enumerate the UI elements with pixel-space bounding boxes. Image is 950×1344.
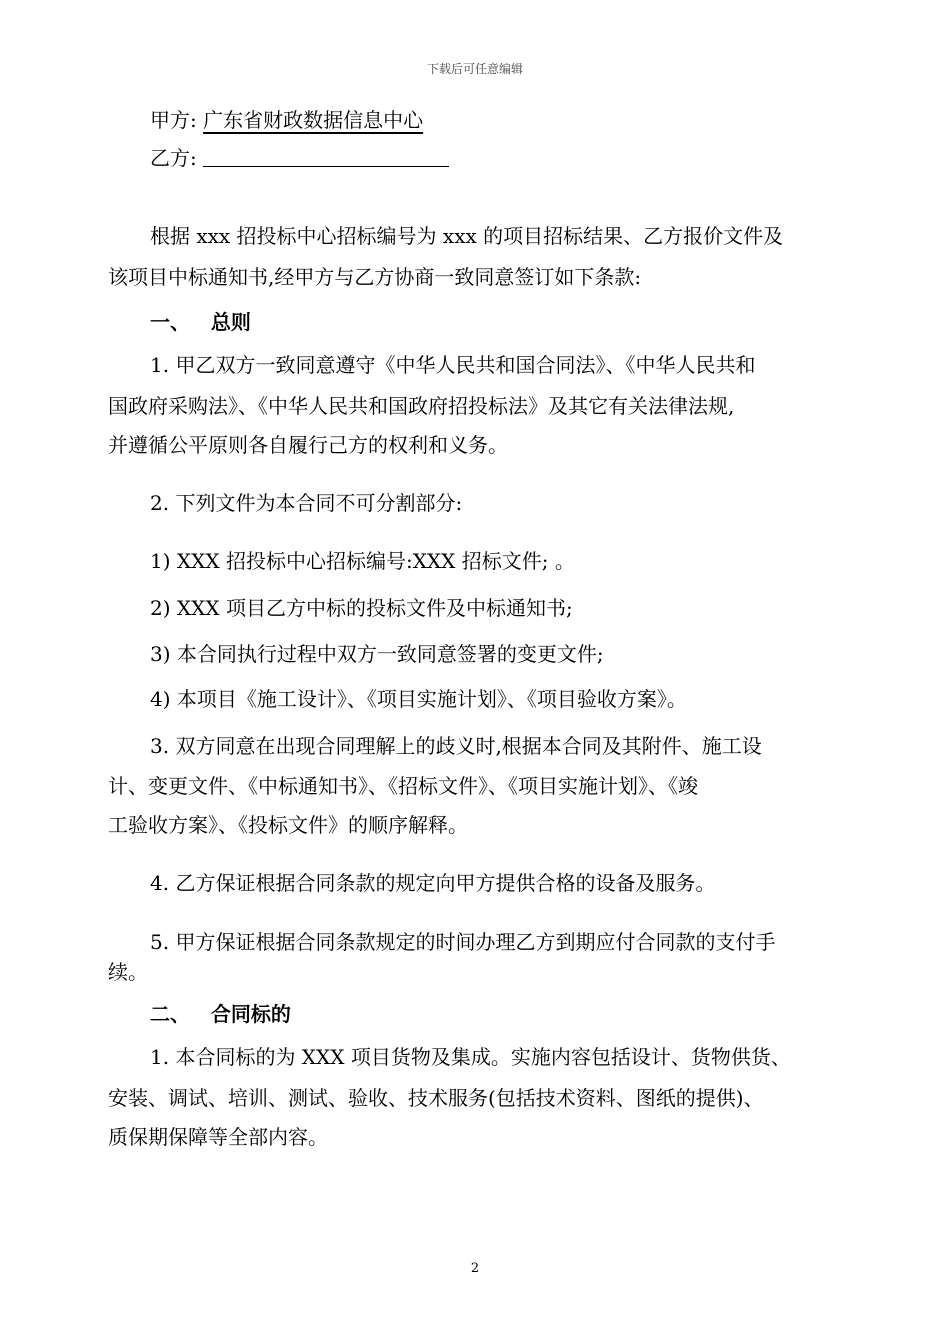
section-2-heading bbox=[150, 1002, 850, 1026]
intro-line-1: 根据 xxx 招投标中心招标编号为 xxx 的项目招标结果、乙方报价文件及 bbox=[150, 224, 784, 248]
clause-4: 4. 乙方保证根据合同条款的规定向甲方提供合格的设备及服务。 bbox=[150, 871, 716, 895]
subject-line-2: 安装、调试、培训、测试、验收、技术服务(包括技术资料、图纸的提供)、 bbox=[108, 1086, 764, 1110]
list-item: 4) 本项目《施工设计》、《项目实施计划》、《项目验收方案》。 bbox=[150, 687, 687, 711]
clause-3-line-1: 3. 双方同意在出现合同理解上的歧义时,根据本合同及其附件、施工设 bbox=[150, 734, 762, 758]
party-a-label: 甲方: bbox=[150, 108, 197, 132]
section-1-title: 总则 bbox=[210, 310, 251, 334]
party-a-line bbox=[150, 108, 850, 132]
section-2-number: 二、 bbox=[150, 1002, 190, 1026]
clause-1-line-1: 1. 甲乙双方一致同意遵守《中华人民共和国合同法》、《中华人民共和 bbox=[150, 353, 756, 377]
list-item: 1) XXX 招投标中心招标编号:XXX 招标文件; 。 bbox=[150, 549, 575, 573]
list-item: 2) XXX 项目乙方中标的投标文件及中标通知书; bbox=[150, 596, 573, 620]
list-item: 3) 本合同执行过程中双方一致同意签署的变更文件; bbox=[150, 642, 604, 666]
section-1-heading bbox=[150, 310, 850, 334]
section-1-number: 一、 bbox=[150, 310, 190, 334]
party-b-label: 乙方: bbox=[150, 146, 197, 170]
party-b-line bbox=[150, 146, 850, 170]
page-header: 下载后可任意编辑 bbox=[426, 62, 523, 76]
clause-1-line-2: 国政府采购法》、《中华人民共和国政府招投标法》及其它有关法律法规, bbox=[108, 394, 735, 418]
subject-line-1: 1. 本合同标的为 XXX 项目货物及集成。实施内容包括设计、货物供货、 bbox=[150, 1045, 791, 1069]
clause-3-line-2: 计、变更文件、《中标通知书》、《招标文件》、《项目实施计划》、《竣 bbox=[108, 774, 698, 798]
party-b-blank bbox=[203, 146, 449, 167]
clause-5-line-1: 5. 甲方保证根据合同条款规定的时间办理乙方到期应付合同款的支付手 bbox=[150, 930, 776, 954]
party-a-name: 广东省财政数据信息中心 bbox=[203, 108, 424, 132]
clause-1-line-3: 并遵循公平原则各自履行己方的权利和义务。 bbox=[108, 433, 508, 457]
clause-3-line-3: 工验收方案》、《投标文件》的顺序解释。 bbox=[108, 813, 468, 837]
intro-line-2: 该项目中标通知书,经甲方与乙方协商一致同意签订如下条款: bbox=[108, 265, 642, 289]
page-number: 2 bbox=[470, 1261, 480, 1276]
subject-line-3: 质保期保障等全部内容。 bbox=[108, 1125, 328, 1149]
clause-5-line-2: 续。 bbox=[108, 960, 148, 984]
clause-2: 2. 下列文件为本合同不可分割部分: bbox=[150, 491, 463, 515]
section-2-title: 合同标的 bbox=[210, 1002, 291, 1026]
